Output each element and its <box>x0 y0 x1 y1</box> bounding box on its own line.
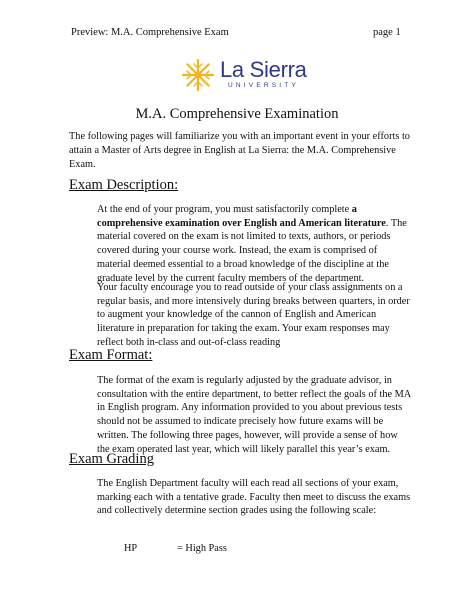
description-paragraph-2: Your faculty encourage you to read outside of your class assignments on a regular basis, and more intensively during breaks between quarters, in order to augment your knowledge of the cannon of English and American literature in preparation for taking the exam. Your exam responses may reflect both in-class and out-of-class reading <box>97 282 410 348</box>
description-paragraph-1 <box>97 203 412 285</box>
grading-paragraph: The English Department faculty will each read all sections of your exam, marking each with a tentative grade. Faculty then meet to discuss the exams and collectively determine section grades using the following scale: <box>97 478 411 517</box>
description-text-lead: At the end of your program, you must satisfactorily complete <box>97 204 352 215</box>
logo-wordmark: La Sierra <box>220 57 307 82</box>
format-paragraph: The format of the exam is regularly adjusted by the graduate advisor, in consultation with the entire department, to better reflect the goals of the MA in English program. Any information provided to you about previous tests should not be assumed to indicate precisely how future exams will be written. The following three pages, however, will provide a sense of how the exam operated last year, which will likely parallel this year’s exam. <box>97 375 411 455</box>
description-text-emphasis: a comprehensive examination over English and American literature <box>97 204 386 229</box>
grade-code: HP <box>124 543 138 554</box>
section-heading-description: Exam Description: <box>69 177 179 193</box>
document-title: M.A. Comprehensive Examination <box>135 106 339 122</box>
logo-subtitle: UNIVERSITY <box>228 82 300 89</box>
university-logo <box>180 57 330 93</box>
intro-paragraph: The following pages will familiarize you with an important event in your efforts to attain a Master of Arts degree in English at La Sierra: the M.A. Comprehensive Exam. <box>69 131 410 170</box>
section-heading-grading: Exam Grading <box>69 451 154 467</box>
grade-meaning: = High Pass <box>177 543 227 554</box>
description-text-rest: . The material covered on the exam is not limited to texts, authors, or periods covered during your course work. Instead, the exam is comprised of material deemed essential to a broad knowledge of the discipline at the graduate level by the current faculty members of the department. <box>97 217 407 284</box>
snowflake-star-icon <box>180 57 216 93</box>
section-heading-format: Exam Format: <box>69 347 153 363</box>
running-header-title: Preview: M.A. Comprehensive Exam <box>71 27 229 38</box>
page-number: page 1 <box>373 27 401 38</box>
